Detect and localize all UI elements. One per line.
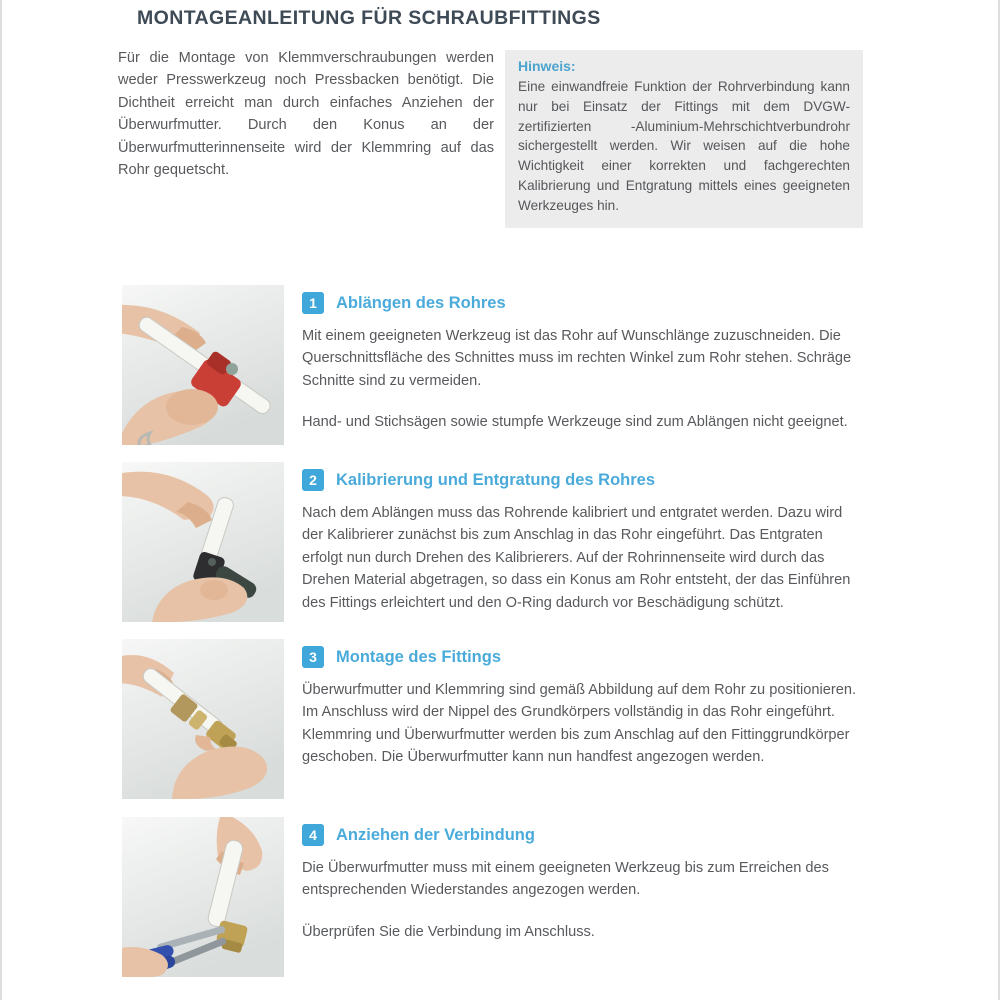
- hinweis-text: Eine einwandfreie Funktion der Rohrverbindung kann nur bei Einsatz der Fittings mit dem DVGW-zertifizierten -Aluminium-Mehrschichtverbundrohr sichergestellt werden. Wir weisen auf die hohe Wichtigkeit einer korrekten und fachgerechten Kalibrierung und Entgratung mittels eines geeigneten Werkzeuges hin.: [518, 79, 850, 213]
- step2-photo-pipe-calibrating: [122, 462, 284, 622]
- page-border-left: [0, 0, 2, 1000]
- step-paragraph: Überwurfmutter und Klemmring sind gemäß Abbildung auf dem Rohr zu positionieren. Im Anschluss wird der Nippel des Grundkörpers vollständig in das Rohr eingeführt. Klemmring und Überwurfmutter werden bis zum Anschlag auf den Fittinggrundkörper geschoben. Die Überwurfmutter kann nun handfest angezogen werden.: [302, 682, 857, 766]
- step-row-3: [122, 639, 882, 799]
- step-title: Anziehen der Verbindung: [336, 825, 535, 844]
- step-paragraph: Mit einem geeigneten Werkzeug ist das Rohr auf Wunschlänge zuzuschneiden. Die Querschnittsfläche des Schnittes muss im rechten Winkel zum Rohr stehen. Schräge Schnitte sind zu vermeiden.: [302, 328, 852, 389]
- step-paragraph: Hand- und Stichsägen sowie stumpfe Werkzeuge sind zum Ablängen nicht geeignet.: [302, 414, 848, 431]
- hinweis-label: Hinweis:: [518, 58, 576, 74]
- step-text: [302, 857, 878, 943]
- step-title: Ablängen des Rohres: [336, 293, 506, 312]
- step-title: Kalibrierung und Entgratung des Rohres: [336, 470, 656, 489]
- step-number-badge: 3: [302, 646, 324, 668]
- step-paragraph: Die Überwurfmutter muss mit einem geeigneten Werkzeug bis zum Erreichen des entsprechenden Wiederstandes angezogen werden.: [302, 860, 829, 899]
- step-row-4: [122, 817, 882, 977]
- step-row-2: [122, 462, 882, 622]
- step-title: Montage des Fittings: [336, 647, 501, 666]
- intro-paragraph: Für die Montage von Klemmverschraubungen werden weder Presswerkzeug noch Pressbacken benötigt. Die Dichtheit erreicht man durch einfaches Anziehen der Überwurfmutter. Durch den Konus an der Überwurfmutterinnenseite wird der Klemmring auf das Rohr gequetscht.: [118, 50, 494, 179]
- step1-photo-pipe-cutting: [122, 285, 284, 445]
- step3-photo-fitting-assembly: [122, 639, 284, 799]
- page-title: MONTAGEANLEITUNG FÜR SCHRAUBFITTINGS: [137, 7, 601, 29]
- step-text: [302, 325, 878, 434]
- hinweis-box: [505, 50, 863, 228]
- step-number-badge: 2: [302, 469, 324, 491]
- step-text: [302, 502, 878, 614]
- step-number-badge: 1: [302, 292, 324, 314]
- step-text: [302, 679, 878, 769]
- step-paragraph: Nach dem Ablängen muss das Rohrende kalibriert und entgratet werden. Dazu wird der Kalibrierer zunächst bis zum Anschlag in das Rohr eingeführt. Das Entgraten erfolgt nun durch Drehen des Kalibrierers. Auf der Rohrinnenseite wird durch das Drehen Material abgetragen, so dass ein Konus am Rohr entsteht, der das Einführen des Fittings erleichtert und den O-Ring dadurch vor Beschädigung schützt.: [302, 505, 851, 611]
- step-row-1: [122, 285, 882, 445]
- step-number-badge: 4: [302, 824, 324, 846]
- step-paragraph: Überprüfen Sie die Verbindung im Anschluss.: [302, 923, 595, 940]
- step4-photo-tightening-with-wrench: [122, 817, 284, 977]
